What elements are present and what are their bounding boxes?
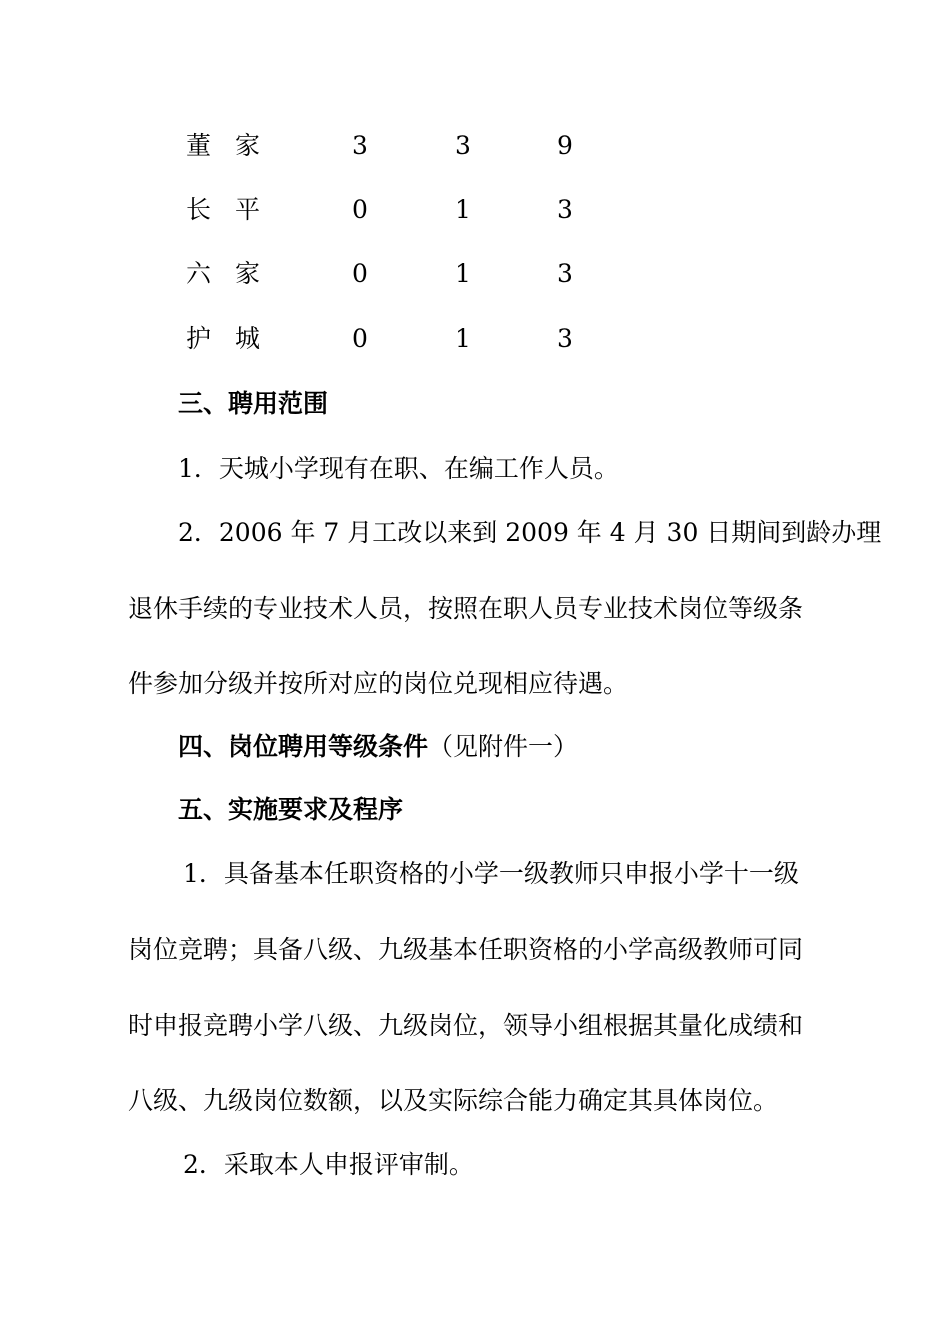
- section-4-heading: 四、岗位聘用等级条件: [178, 732, 429, 761]
- section-5-item-1-line-4: 八级、九级岗位数额，以及实际综合能力确定其具体岗位。: [128, 1086, 779, 1115]
- section-5-item-1-line-2: 岗位竞聘；具备八级、九级基本任职资格的小学高级教师可同: [128, 935, 804, 964]
- section-4-note: （见附件一）: [428, 732, 579, 761]
- section-3-item-2-line-1: 2．2006 年 7 月工改以来到 2009 年 4 月 30 日期间到龄办理: [178, 518, 882, 547]
- value-col-2: 1: [455, 195, 471, 224]
- section-5-item-1-line-1: 1．具备基本任职资格的小学一级教师只申报小学十一级: [183, 859, 799, 888]
- section-3-item-2-line-2: 退休手续的专业技术人员，按照在职人员专业技术岗位等级条: [128, 594, 804, 623]
- value-col-1: 0: [352, 195, 368, 224]
- table-row: [0, 319, 950, 359]
- table-row: [0, 126, 950, 166]
- value-col-2: 1: [455, 324, 471, 353]
- school-name: 六家: [186, 259, 285, 288]
- value-col-3: 3: [557, 195, 573, 224]
- value-col-3: 9: [557, 131, 573, 160]
- section-4-paragraph: [178, 727, 878, 767]
- value-col-2: 1: [455, 259, 471, 288]
- section-3-item-1: 1．天城小学现有在职、在编工作人员。: [178, 454, 619, 483]
- value-col-1: 0: [352, 324, 368, 353]
- value-col-1: 0: [352, 259, 368, 288]
- section-3-item-2-line-3: 件参加分级并按所对应的岗位兑现相应待遇。: [128, 669, 629, 698]
- table-row: [0, 254, 950, 294]
- table-row: [0, 190, 950, 230]
- school-name: 长平: [186, 195, 285, 224]
- school-name: 护城: [186, 324, 285, 353]
- school-name: 董家: [186, 131, 285, 160]
- value-col-3: 3: [557, 324, 573, 353]
- value-col-3: 3: [557, 259, 573, 288]
- section-5-item-1-line-3: 时申报竞聘小学八级、九级岗位，领导小组根据其量化成绩和: [128, 1011, 804, 1040]
- section-5-item-2: 2．采取本人申报评审制。: [183, 1150, 474, 1179]
- section-5-heading: 五、实施要求及程序: [178, 795, 404, 824]
- section-3-heading: 三、聘用范围: [178, 389, 329, 418]
- value-col-1: 3: [352, 131, 368, 160]
- value-col-2: 3: [455, 131, 471, 160]
